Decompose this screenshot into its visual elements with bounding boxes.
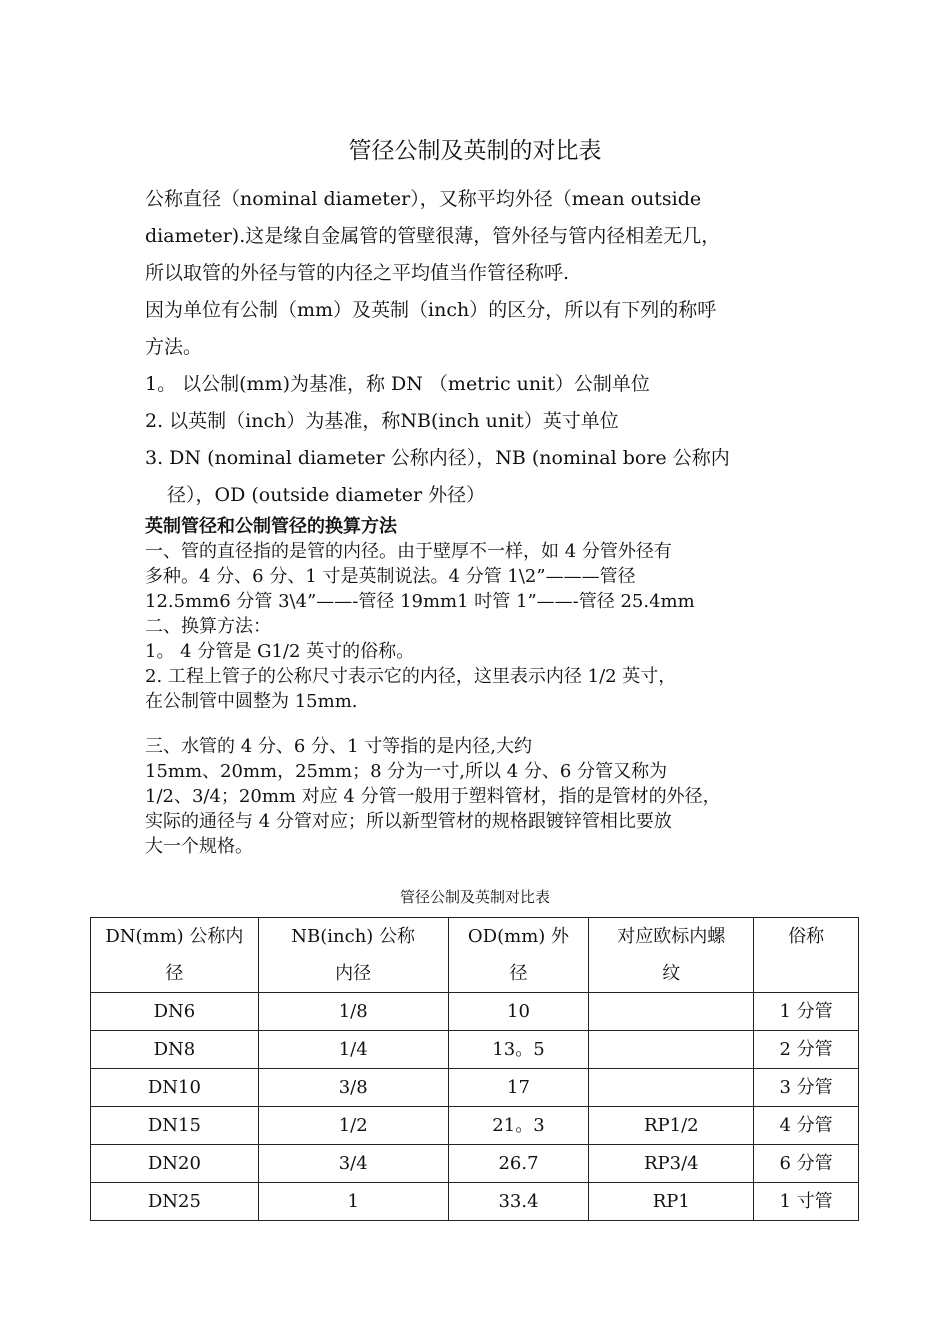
table-cell: 1 xyxy=(258,1183,448,1221)
table-cell: 2 分管 xyxy=(754,1031,859,1069)
table-cell: 1 分管 xyxy=(754,993,859,1031)
table-cell: 3/8 xyxy=(258,1069,448,1107)
table-cell: 3 分管 xyxy=(754,1069,859,1107)
table-cell: 17 xyxy=(448,1069,589,1107)
table-cell: 1/4 xyxy=(258,1031,448,1069)
table-row xyxy=(91,1145,859,1183)
section-line: 15mm、20mm，25mm；8 分为一寸,所以 4 分、6 分管又称为 xyxy=(145,761,668,782)
table-caption: 管径公制及英制对比表 xyxy=(399,888,550,906)
table-cell xyxy=(589,1031,754,1069)
page-title: 管径公制及英制的对比表 xyxy=(348,138,602,164)
header-cell: NB(inch) 公称 内径 xyxy=(258,918,448,993)
section-line: 2. 工程上管子的公称尺寸表示它的内径，这里表示内径 1/2 英寸， xyxy=(145,666,677,687)
intro-line: 2. 以英制（inch）为基准，称NB(inch unit）英寸单位 xyxy=(145,410,619,432)
table-cell: 10 xyxy=(448,993,589,1031)
header-cell: OD(mm) 外 径 xyxy=(448,918,589,993)
section-line: 多种。4 分、6 分、1 寸是英制说法。4 分管 1\2”———管径 xyxy=(145,566,636,587)
table-cell: 4 分管 xyxy=(754,1107,859,1145)
intro-line: 因为单位有公制（mm）及英制（inch）的区分，所以有下列的称呼 xyxy=(145,299,717,321)
table-cell xyxy=(589,1069,754,1107)
table-cell: RP1/2 xyxy=(589,1107,754,1145)
table-cell: 3/4 xyxy=(258,1145,448,1183)
table-cell: 6 分管 xyxy=(754,1145,859,1183)
table-cell: DN25 xyxy=(91,1183,259,1221)
section-heading: 英制管径和公制管径的换算方法 xyxy=(145,516,397,537)
section-line: 二、换算方法： xyxy=(145,616,271,637)
table-cell: 33.4 xyxy=(448,1183,589,1221)
table-cell: 21。3 xyxy=(448,1107,589,1145)
section-line: 大一个规格。 xyxy=(145,836,253,857)
intro-line: 3. DN (nominal diameter 公称内径），NB (nominal bore 公称内 xyxy=(145,447,730,469)
intro-line: 径），OD (outside diameter 外径） xyxy=(167,484,486,506)
table-cell: DN8 xyxy=(91,1031,259,1069)
intro-paragraph xyxy=(145,181,815,514)
table-cell: DN20 xyxy=(91,1145,259,1183)
header-cell: 对应欧标内螺 纹 xyxy=(589,918,754,993)
header-cell: 俗称 xyxy=(754,918,859,993)
section-line: 12.5mm6 分管 3\4”——-管径 19mm1 吋管 1”——-管径 25.4mm xyxy=(145,591,695,612)
table-cell: 26.7 xyxy=(448,1145,589,1183)
intro-line: 所以取管的外径与管的内径之平均值当作管径称呼. xyxy=(145,262,570,284)
table-row xyxy=(91,1031,859,1069)
table-cell: DN10 xyxy=(91,1069,259,1107)
intro-line: 公称直径（nominal diameter），又称平均外径（mean outside xyxy=(145,188,702,210)
table-row xyxy=(91,1107,859,1145)
table-cell xyxy=(589,993,754,1031)
section-line: 在公制管中圆整为 15mm. xyxy=(145,691,358,712)
pipe-size-table xyxy=(90,917,859,1221)
intro-line: 1。 以公制(mm)为基准，称 DN （metric unit）公制单位 xyxy=(145,373,650,395)
conversion-section xyxy=(145,514,825,859)
section-line: 实际的通径与 4 分管对应；所以新型管材的规格跟镀锌管相比要放 xyxy=(145,811,672,832)
section-line: 一、管的直径指的是管的内径。由于壁厚不一样，如 4 分管外径有 xyxy=(145,541,672,562)
table-cell: 1 寸管 xyxy=(754,1183,859,1221)
intro-line: diameter).这是缘自金属管的管壁很薄，管外径与管内径相差无几， xyxy=(145,225,721,247)
table-cell: 1/8 xyxy=(258,993,448,1031)
table-cell: 1/2 xyxy=(258,1107,448,1145)
table-cell: RP3/4 xyxy=(589,1145,754,1183)
section-line: 1。 4 分管是 G1/2 英寸的俗称。 xyxy=(145,641,415,662)
table-header-row xyxy=(91,918,859,993)
table-row xyxy=(91,1069,859,1107)
table-cell: DN15 xyxy=(91,1107,259,1145)
table-cell: 13。5 xyxy=(448,1031,589,1069)
table-row xyxy=(91,993,859,1031)
intro-line: 方法。 xyxy=(145,336,203,358)
section-line: 1/2、3/4；20mm 对应 4 分管一般用于塑料管材，指的是管材的外径， xyxy=(145,786,721,807)
table-cell: RP1 xyxy=(589,1183,754,1221)
section-line: 三、水管的 4 分、6 分、1 寸等指的是内径,大约 xyxy=(145,736,532,757)
table-row xyxy=(91,1183,859,1221)
table-cell: DN6 xyxy=(91,993,259,1031)
header-cell: DN(mm) 公称内 径 xyxy=(91,918,259,993)
